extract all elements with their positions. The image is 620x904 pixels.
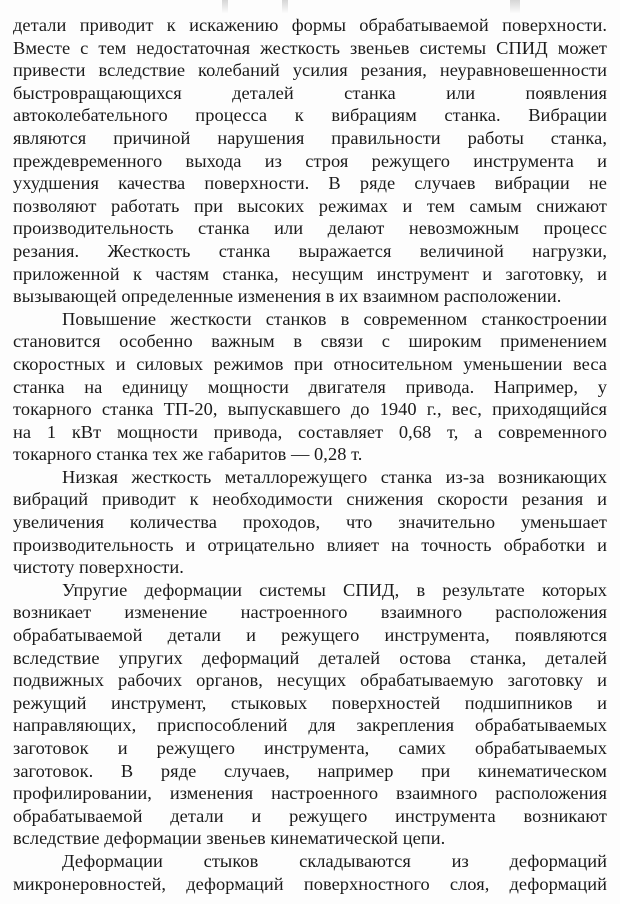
- text-line: направляющих, приспособлений для закрепления обрабатываемых: [13, 715, 607, 736]
- text-line: вибраций приводит к необходимости снижения скорости резания и: [13, 489, 607, 510]
- text-line: Деформации стыков складываются из деформаций: [62, 850, 607, 871]
- text-line: позволяют работать при высоких режимах и тем самым снижают: [13, 195, 607, 216]
- scan-artifact: [510, 0, 520, 14]
- text-line: скоростных и силовых режимов при относительном уменьшении веса: [13, 353, 607, 374]
- text-line: возникает изменение настроенного взаимного расположения: [13, 602, 607, 623]
- text-line: обрабатываемой детали и режущего инструмента возникают: [13, 805, 607, 826]
- text-line: быстровращающихся деталей станка или появления: [13, 82, 607, 103]
- scan-artifact: [282, 0, 288, 14]
- text-line: вследствие упругих деформаций деталей остова станка, деталей: [13, 647, 607, 668]
- text-line: вследствие деформации звеньев кинематической цепи.: [13, 828, 446, 849]
- text-line: Вместе с тем недостаточная жесткость звеньев системы СПИД может: [13, 37, 607, 58]
- text-line: профилировании, изменения настроенного взаимного расположения: [13, 783, 607, 804]
- text-line: на 1 кВт мощности привода, составляет 0,68 т, а современного: [13, 421, 607, 442]
- text-line: автоколебательного процесса к вибрациям станка. Вибрации: [13, 105, 607, 126]
- text-line: становится особенно важным в связи с широким применением: [13, 331, 607, 352]
- text-line: резания. Жесткость станка выражается величиной нагрузки,: [13, 240, 607, 261]
- text-line: производительность и отрицательно влияет на точность обработки и: [13, 534, 607, 555]
- text-line: преждевременного выхода из строя режущего инструмента и: [13, 150, 607, 171]
- text-line: подвижных рабочих органов, несущих обрабатываемую заготовку и: [13, 670, 607, 691]
- text-line: Повышение жесткости станков в современном станкостроении: [62, 308, 607, 329]
- scan-artifact: [222, 0, 228, 14]
- body-text: [13, 14, 607, 895]
- text-line: заготовок и режущего инструмента, самих обрабатываемых: [13, 738, 607, 758]
- text-line: режущий инструмент, стыковых поверхностей подшипников и: [13, 692, 607, 713]
- text-line: заготовок. В ряде случаев, например при кинематическом: [13, 760, 607, 781]
- text-line: являются причиной нарушения правильности работы станка,: [13, 127, 607, 148]
- text-line: приложенной к частям станка, несущим инструмент и заготовку, и: [13, 263, 607, 284]
- text-line: привести вследствие колебаний усилия резания, неуравновешенности: [13, 60, 607, 81]
- text-line: детали приводит к искажению формы обрабатываемой поверхности.: [13, 15, 607, 35]
- text-line: чистоту поверхности.: [13, 557, 184, 578]
- text-line: токарного станка ТП-20, выпускавшего до 1940 г., вес, приходящийся: [13, 399, 607, 420]
- text-line: Упругие деформации системы СПИД, в результате которых: [62, 579, 607, 600]
- text-line: микронеровностей, деформаций поверхностного слоя, деформаций: [13, 873, 607, 894]
- text-line: увеличения количества проходов, что значительно уменьшает: [13, 512, 607, 533]
- text-line: вызывающей определенные изменения в их взаимном расположении.: [13, 286, 562, 307]
- text-line: Низкая жесткость металлорежущего станка из-за возникающих: [62, 466, 607, 487]
- text-line: токарного станка тех же габаритов — 0,28 т.: [13, 444, 363, 465]
- text-line: ухудшения качества поверхности. В ряде случаев вибрации не: [13, 173, 607, 194]
- text-line: производительность станка или делают невозможным процесс: [13, 218, 607, 239]
- text-line: обрабатываемой детали и режущего инструмента, появляются: [13, 625, 607, 646]
- text-line: станка на единицу мощности двигателя привода. Например, у: [13, 376, 607, 397]
